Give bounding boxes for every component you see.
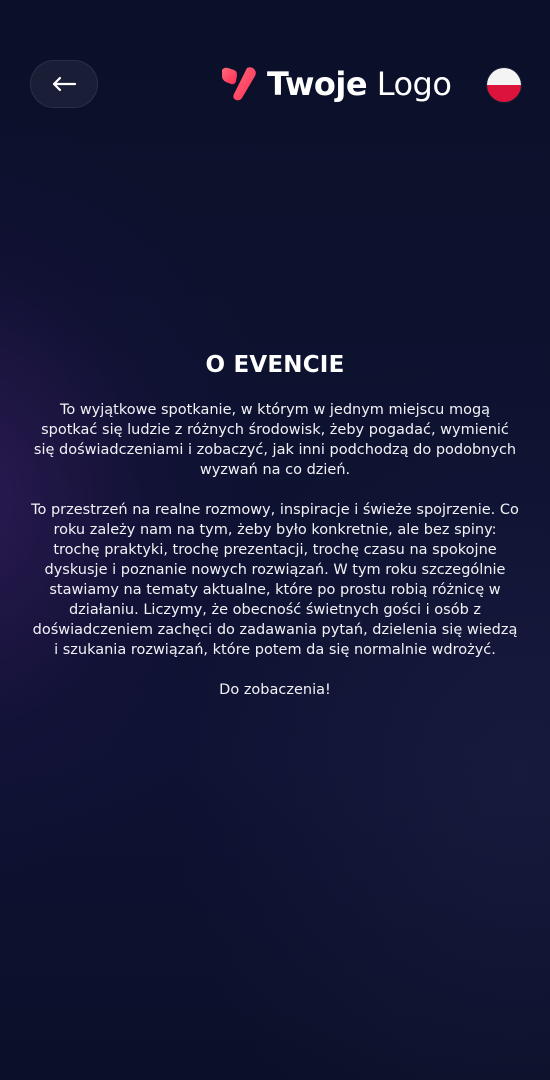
logo-text-light: Logo — [376, 65, 452, 103]
logo-text — [267, 64, 451, 104]
paragraph-closing: Do zobaczenia! — [219, 682, 331, 698]
app-header — [0, 0, 550, 170]
paragraph-intro: To wyjątkowe spotkanie, w którym w jednym miejscu mogą spotkać się ludzie z różnych środowisk, żeby pogadać, wymienić się doświadczeniami i zobaczyć, jak inni podchodzą do podobnych wyzwań na co dzień. — [33, 402, 517, 478]
brand-logo[interactable] — [220, 64, 451, 104]
paragraph-details: To przestrzeń na realne rozmowy, inspiracje i świeże spojrzenie. Co roku zależy nam na tym, żeby było konkretnie, ale bez spiny: trochę praktyki, trochę prezentacji, trochę czasu na spokojne dyskusje i poznanie nowych rozwiązań. W tym roku szczególnie stawiamy na tematy aktualne, które po prostu robią różnicę w działaniu. Liczymy, że obecność świetnych gości i osób z doświadczeniem zachęci do zadawania pytań, dzielenia się wiedzą i szukania rozwiązań, które potem da się normalnie wdrożyć. — [31, 502, 519, 658]
event-description — [30, 352, 520, 720]
logo-text-bold: Twoje — [267, 65, 368, 103]
back-button[interactable] — [30, 60, 98, 108]
y-logo-mark-icon — [220, 66, 258, 102]
poland-flag-red-stripe — [487, 85, 521, 102]
arrow-left-icon — [51, 76, 77, 92]
language-switcher[interactable] — [487, 68, 521, 102]
poland-flag-icon — [487, 68, 521, 85]
section-title: O EVENCIE — [205, 352, 345, 378]
